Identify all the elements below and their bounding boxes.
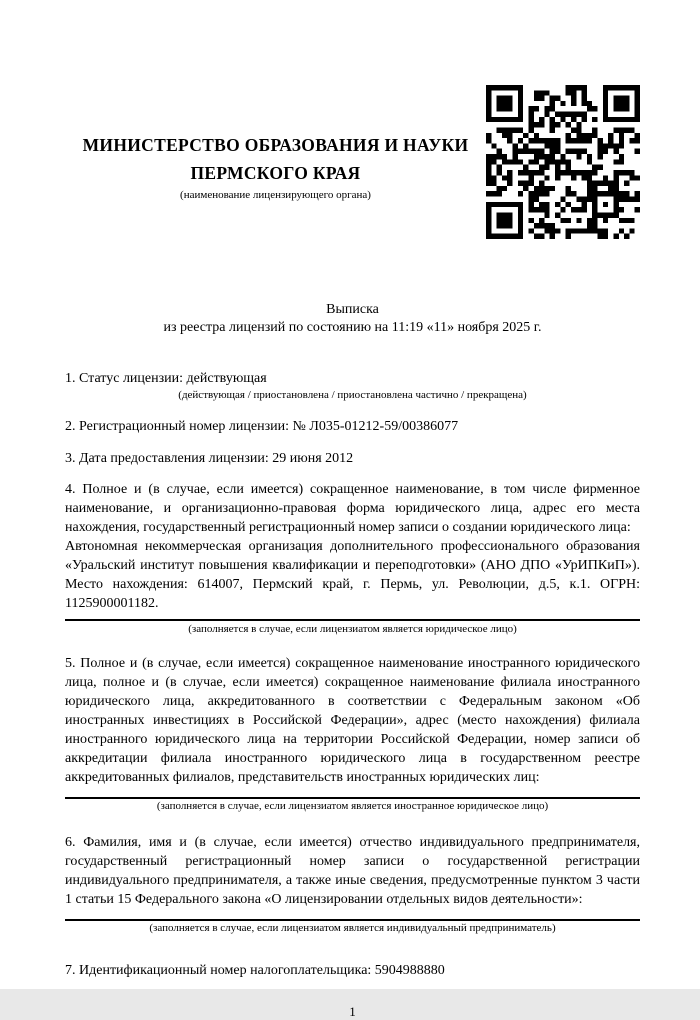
document-title-line1: Выписка (326, 302, 379, 317)
qr-code-svg (486, 85, 640, 239)
document-content (65, 0, 640, 1020)
item-4-legal-entity (65, 480, 640, 613)
item-1-license-status: 1. Статус лицензии: действующая (65, 371, 267, 386)
item-4-answer: Автономная некоммерческая организация дополнительного профессионального образования «Уральский институт повышения квалификации и переподготовки» (АНО ДПО «УрИПКиП»). Место нахождения: 614007, Пермский край, г. Пермь, ул. Революции, д.5, к.1. ОГРН: 1125900001182. (65, 539, 640, 611)
qr-code-icon (486, 85, 640, 239)
ministry-name (65, 131, 486, 187)
item-4-question: 4. Полное и (в случае, если имеется) сокращенное наименование, в том числе фирменное наименование, и организационно-правовая форма юридического лица, адрес его места нахождения, государственный регистрационный номер записи о создании юридического лица: (65, 482, 640, 535)
item-5-foreign-entity: 5. Полное и (в случае, если имеется) сокращенное наименование иностранного юридического лица, полное и (в случае, если имеется) сокращенное наименование филиала иностранного юридического лица, аккредитованного в соответствии с Федеральным законом «Об иностранных инвестициях в Российской Федерации», адрес (место нахождения) филиала иностранного юридического лица на территории Российской Федерации, номер записи об аккредитации филиала иностранного юридического лица в государственном реестре аккредитованных филиалов, представительств иностранных юридических лиц: (65, 656, 640, 785)
document-title (65, 301, 640, 336)
ministry-name-line1: МИНИСТЕРСТВО ОБРАЗОВАНИЯ И НАУКИ (82, 135, 469, 155)
licensing-authority-block (65, 85, 486, 239)
item-1-caption: (действующая / приостановлена / приостановлена частично / прекращена) (178, 389, 527, 401)
item-4-fill-line (65, 619, 640, 621)
item-5-caption: (заполняется в случае, если лицензиатом является иностранное юридическое лицо) (156, 800, 549, 812)
item-6-individual-entrepreneur: 6. Фамилия, имя и (в случае, если имеется) отчество индивидуального предпринимателя, государственный регистрационный номер записи о государственной регистрации индивидуального предпринимателя, а также иные сведения, предусмотренные пунктом 3 части 1 статьи 15 Федерального закона «О лицензировании отдельных видов деятельности»: (65, 835, 640, 907)
item-3-license-date: 3. Дата предоставления лицензии: 29 июня 2012 (65, 451, 354, 466)
item-7-taxpayer-number: 7. Идентификационный номер налогоплательщика: 5904988880 (65, 963, 445, 978)
item-2-registration-number: 2. Регистрационный номер лицензии: № Л035-01212-59/00386077 (65, 419, 459, 434)
ministry-name-line2: ПЕРМСКОГО КРАЯ (190, 163, 361, 183)
document-header (65, 85, 640, 239)
document-title-line2: из реестра лицензий по состоянию на 11:19 «11» ноября 2025 г. (163, 319, 542, 335)
item-6-caption: (заполняется в случае, если лицензиатом является индивидуальный предприниматель) (149, 922, 556, 934)
ministry-caption: (наименование лицензирующего органа) (180, 189, 371, 201)
item-4-caption: (заполняется в случае, если лицензиатом является юридическое лицо) (188, 623, 517, 635)
page-number: 1 (349, 1004, 356, 1019)
